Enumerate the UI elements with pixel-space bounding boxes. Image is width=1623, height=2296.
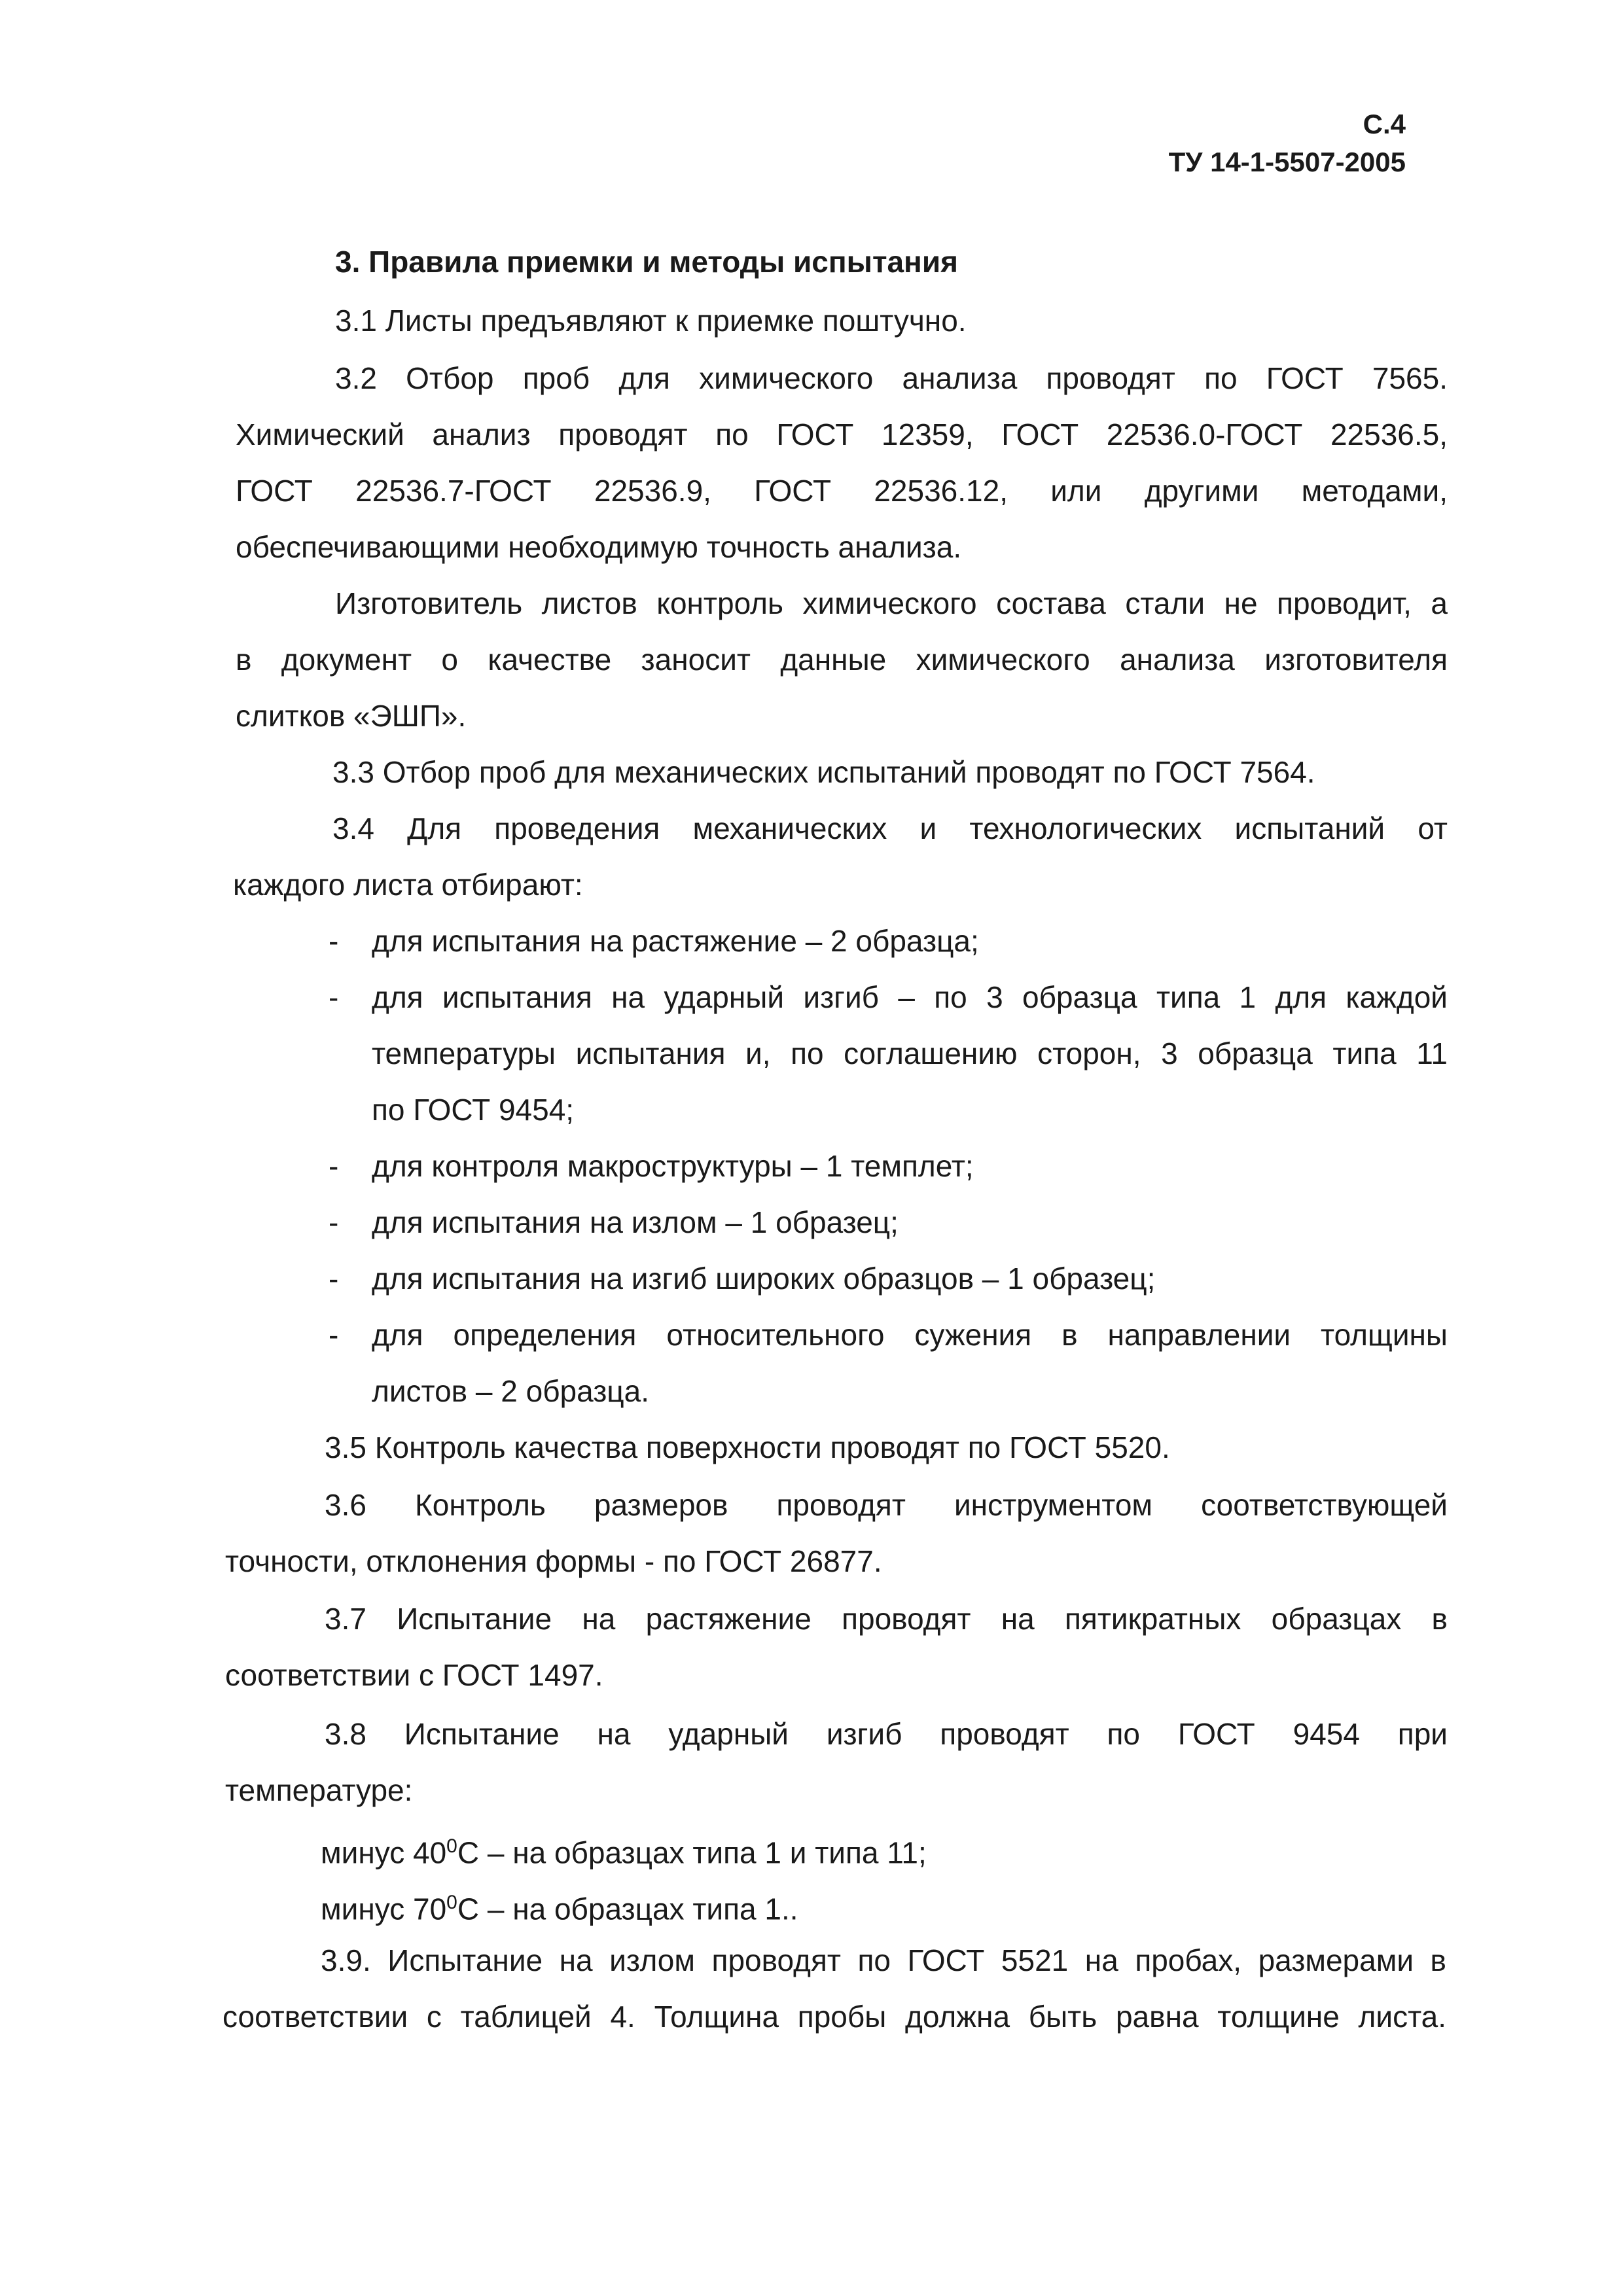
- paragraph-3-2-line-4: обеспечивающими необходимую точность анализа.: [236, 530, 962, 564]
- paragraph-3-8-line-1: 3.8 Испытание на ударный изгиб проводят по ГОСТ 9454 при: [325, 1717, 1448, 1751]
- list-item-text: для испытания на излом – 1 образец;: [372, 1205, 899, 1239]
- paragraph-3-2-line-1: 3.2 Отбор проб для химического анализа проводят по ГОСТ 7565.: [335, 361, 1448, 395]
- paragraph-3-4-line-2: каждого листа отбирают:: [233, 868, 583, 902]
- paragraph-3-6-line-2: точности, отклонения формы - по ГОСТ 26877.: [225, 1544, 882, 1578]
- list-item-text: для определения относительного сужения в направлении толщины: [372, 1318, 1448, 1352]
- paragraph-3-7-line-2: соответствии с ГОСТ 1497.: [225, 1658, 603, 1692]
- paragraph-3-4-line-1: 3.4 Для проведения механических и технологических испытаний от: [332, 811, 1448, 845]
- page-number: С.4: [1363, 109, 1406, 139]
- section-title: 3. Правила приемки и методы испытания: [335, 245, 958, 279]
- paragraph-manufacturer-line-3: слитков «ЭШП».: [236, 699, 467, 733]
- temperature-prefix: минус 70: [321, 1892, 447, 1926]
- paragraph-3-5: 3.5 Контроль качества поверхности проводят по ГОСТ 5520.: [325, 1430, 1170, 1464]
- degree-superscript: 0: [446, 1835, 457, 1857]
- list-dash: -: [329, 924, 339, 958]
- degree-superscript: 0: [446, 1892, 457, 1913]
- list-item-text: для испытания на растяжение – 2 образца;: [372, 924, 979, 958]
- paragraph-3-2-line-2: Химический анализ проводят по ГОСТ 12359, ГОСТ 22536.0-ГОСТ 22536.5,: [236, 417, 1448, 451]
- paragraph-3-8-line-2: температуре:: [225, 1773, 413, 1807]
- list-dash: -: [329, 1205, 339, 1239]
- paragraph-3-7-line-1: 3.7 Испытание на растяжение проводят на пятикратных образцах в: [325, 1602, 1448, 1636]
- list-dash: -: [329, 980, 339, 1014]
- temperature-suffix: С – на образцах типа 1 и типа 11;: [457, 1835, 927, 1870]
- paragraph-3-9-line-1: 3.9. Испытание на излом проводят по ГОСТ 5521 на пробах, размерами в: [321, 1943, 1446, 1977]
- list-dash: -: [329, 1318, 339, 1352]
- temperature-line-1: [321, 1819, 1446, 1880]
- list-item-text: по ГОСТ 9454;: [372, 1093, 575, 1127]
- paragraph-3-6-line-1: 3.6 Контроль размеров проводят инструментом соответствующей: [325, 1488, 1448, 1522]
- paragraph-3-3: 3.3 Отбор проб для механических испытаний проводят по ГОСТ 7564.: [332, 755, 1315, 789]
- list-dash: -: [329, 1262, 339, 1296]
- list-dash: -: [329, 1149, 339, 1183]
- document-code: ТУ 14-1-5507-2005: [1168, 147, 1406, 177]
- paragraph-3-1: 3.1 Листы предъявляют к приемке поштучно.: [335, 304, 967, 338]
- paragraph-manufacturer-line-2: в документ о качестве заносит данные химического анализа изготовителя: [236, 643, 1448, 677]
- paragraph-3-9-line-2: соответствии с таблицей 4. Толщина пробы должна быть равна толщине листа.: [223, 2000, 1446, 2034]
- list-item-text: для испытания на ударный изгиб – по 3 образца типа 1 для каждой: [372, 980, 1448, 1014]
- list-item-text: температуры испытания и, по соглашению сторон, 3 образца типа 11: [372, 1036, 1448, 1070]
- temperature-line-2: [321, 1875, 1446, 1936]
- list-item-text: листов – 2 образца.: [372, 1374, 649, 1408]
- paragraph-manufacturer-line-1: Изготовитель листов контроль химического состава стали не проводит, а: [335, 586, 1448, 620]
- temperature-prefix: минус 40: [321, 1835, 447, 1870]
- paragraph-3-2-line-3: ГОСТ 22536.7-ГОСТ 22536.9, ГОСТ 22536.12, или другими методами,: [236, 474, 1448, 508]
- list-item-text: для контроля макроструктуры – 1 темплет;: [372, 1149, 974, 1183]
- temperature-suffix: С – на образцах типа 1..: [457, 1892, 798, 1926]
- list-item-text: для испытания на изгиб широких образцов – 1 образец;: [372, 1262, 1156, 1296]
